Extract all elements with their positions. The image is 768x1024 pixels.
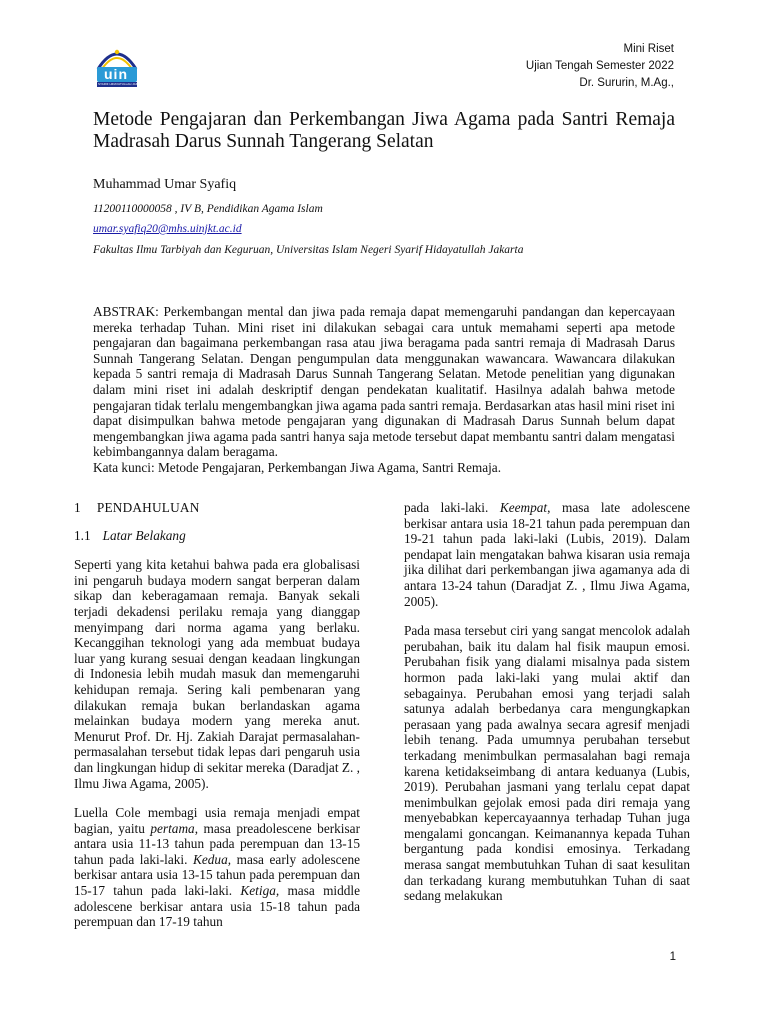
header-line-exam: Ujian Tengah Semester 2022 [525, 60, 674, 72]
header-line-mini-riset: Mini Riset [623, 43, 674, 55]
text-run: Luella Cole membagi usia remaja menjadi empat bagian, yaitu [74, 805, 360, 836]
faculty-affiliation: Fakultas Ilmu Tarbiyah dan Keguruan, Universitas Islam Negeri Syarif Hidayatullah Jakarta [93, 244, 524, 256]
subsection-number: 1.1 [74, 527, 91, 543]
section-heading [74, 500, 360, 516]
abstract-text: ABSTRAK: Perkembangan mental dan jiwa pada remaja dapat memengaruhi pandangan dan kepercayaan mereka terhadap Tuhan. Mini riset ini dilakukan sebagai cara untuk memahami seperti apa metode pengajaran dan bagaimana perkembangan rasa atau jiwa beragama pada santri remaja di Madrasah Darus Sunnah Tangerang Selatan. Dengan pengumpulan data menggunakan wawancara. Wawancara dilakukan kepada 5 santri remaja di Madrasah Darus Sunnah Tangerang Selatan. Metode penelitian yang digunakan dalam mini riset ini adalah deskriptif dengan pendekatan kualitatif. Hasilnya adalah bahwa metode pengajaran tidak terlalu mengembangkan jiwa agama pada santri remaja. Berdasarkan atas hasil mini riset ini dapat disimpulkan bahwa metode pengajaran yang digunakan di Madrasah Darus Sunnah belum dapat mengembangkan jiwa agama pada santri hanya saja metode tersebut dapat membantu santri dalam mengatasi kebimbangannya dalam beragama. [93, 304, 675, 460]
text-run: , masa preadolescene berkisar antara usia 11-13 tahun pada perempuan dan 13-15 tahun pada laki-laki. [74, 820, 360, 867]
paragraph-3 [404, 500, 690, 609]
university-logo [92, 43, 146, 89]
text-run: pada laki-laki. [404, 500, 500, 515]
body-column-left [74, 500, 360, 944]
author-email-link[interactable]: umar.syafiq20@mhs.uinjkt.ac.id [93, 223, 242, 235]
header-line-lecturer: Dr. Sururin, M.Ag., [579, 77, 674, 89]
section-number: 1 [74, 500, 81, 515]
text-run: masa early adolescene berkisar antara usia 13-15 tahun pada perempuan dan 15-17 tahun pada laki-laki. [74, 851, 360, 899]
text-run-italic: Ketiga, [240, 883, 280, 899]
paragraph-4: Pada masa tersebut ciri yang sangat mencolok adalah perubahan, baik itu dalam hal fisik maupun emosi. Perubahan fisik yang dialami misalnya pada sistem hormon pada laki-laki yang mulai aktif dan sebagainya. Perubahan emosi yang terjadi salah satunya adalah berbedanya cara mengungkapkan perasaan yang pada awalnya secara agresif menjadi lebih tenang. Pada umumnya perubahan tersebut terkadang menimbulkan permasalahan bagi remaja karena ketidakseimbang di antara keduanya (Lubis, 2019). Perubahan jasmani yang terlalu cepat dapat menimbulkan gejolak emosi pada diri remaja yang menyebabkan kepercayaannya terhadap Tuhan juga mengalami goncangan. Keimanannya kepada Tuhan bergantung pada kondisi emosinya. Terkadang merasa sangat membutuhkan Tuhan di saat kesulitan dan terkadang kurang membutuhkan Tuhan di saat sedang melakukan [404, 623, 690, 904]
text-run-italic: pertama [150, 820, 195, 836]
keywords: Kata kunci: Metode Pengajaran, Perkembangan Jiwa Agama, Santri Remaja. [93, 459, 502, 475]
text-run-italic: Keempat [499, 500, 548, 515]
student-id: 11200110000058 , IV B, Pendidikan Agama Islam [93, 203, 323, 215]
subsection-heading [74, 528, 360, 544]
paragraph-1: Seperti yang kita ketahui bahwa pada era globalisasi ini pengaruh budaya modern sangat berperan dalam sikap dan keberagamaan remaja. Banyak sekali terjadi dekadensi perilaku remaja yang dianggap menyimpang dari norma agama yang berlaku. Kecanggihan teknologi yang ada membuat budaya luar yang kurang sesuai dengan keadaan lingkungan di Indonesia lebih mudah masuk dan memengaruhi kehidupan remaja. Sering kali pembenaran yang dilakukan remaja bukan berlandaskan agama melainkan budaya modern yang mereka anut. Menurut Prof. Dr. Hj. Zakiah Darajat permasalahan-permasalahan tersebut tidak lepas dari pengaruh usia dan lingkungan hidup di sekitar mereka (Daradjat Z. , Ilmu Jiwa Agama, 2005). [74, 557, 360, 791]
author-name: Muhammad Umar Syafiq [93, 177, 237, 192]
text-run-italic: Kedua, [193, 851, 232, 867]
logo-subtext: SYARIF HIDAYATULLAH JAKARTA [98, 82, 146, 86]
abstract [93, 304, 675, 476]
text-run: , masa late adolescene berkisar antara usia 18-21 tahun pada perempuan dan 19-21 tahun pada laki-laki (Lubis, 2019). Dalam pendapat lain mengatakan bahwa kisaran usia remaja jika dilihat dari perkembangan jiwa agamanya ada di antara 13-24 tahun (Daradjat Z. , Ilmu Jiwa Agama, 2005). [404, 500, 690, 609]
header-info [526, 41, 674, 92]
subsection-title: Latar Belakang [102, 527, 186, 543]
logo-text: uin [104, 66, 128, 82]
text-run: masa middle adolescene berkisar antara usia 15-18 tahun pada perempuan dan 17-19 tahun [74, 883, 360, 930]
section-title: PENDAHULUAN [96, 500, 200, 515]
paper-title: Metode Pengajaran dan Perkembangan Jiwa Agama pada Santri Remaja Madrasah Darus Sunnah Tangerang Selatan [93, 109, 675, 152]
paragraph-2 [74, 805, 360, 930]
page-number: 1 [669, 951, 676, 963]
body-column-right [404, 500, 690, 918]
